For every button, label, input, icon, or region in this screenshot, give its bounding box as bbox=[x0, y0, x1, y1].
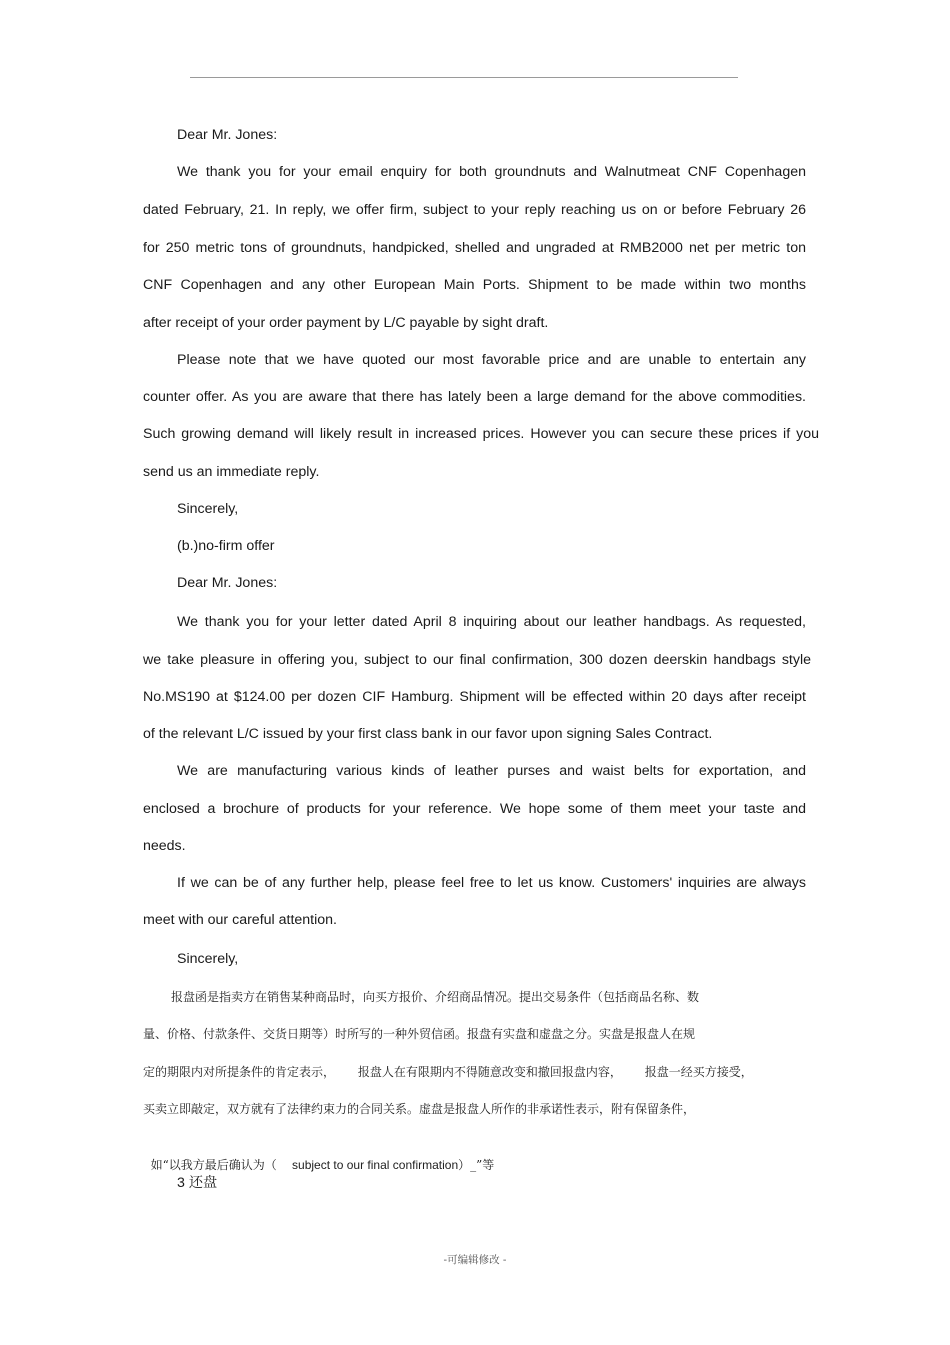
letter2-greeting: Dear Mr. Jones: bbox=[177, 575, 278, 591]
page-footer: -可编辑修改 - bbox=[443, 1254, 507, 1266]
letter1-p2-line: Please note that we have quoted our most favorable price and are unable to entertain any bbox=[177, 352, 806, 368]
letter2-p3-line: meet with our careful attention. bbox=[143, 912, 337, 928]
cn-note-line: 量、价格、付款条件、交货日期等）时所写的一种外贸信函。报盘有实盘和虚盘之分。实盘是报盘人在规 bbox=[143, 1027, 696, 1041]
header-rule bbox=[190, 77, 738, 78]
letter1-p2-line: Such growing demand will likely result in increased prices. However you can secure these prices if you bbox=[143, 426, 819, 442]
cn-note-last-suffix: ）_”等 bbox=[458, 1158, 495, 1172]
section-3-heading: 3 还盘 bbox=[177, 1175, 218, 1191]
letter2-p1-line: of the relevant L/C issued by your first class bank in our favor upon signing Sales Contract. bbox=[143, 726, 713, 742]
letter2-p1-line: We thank you for your letter dated April 8 inquiring about our leather handbags. As requested, bbox=[177, 614, 806, 630]
cn-note-last-line bbox=[143, 1138, 494, 1174]
letter2-p1-line: No.MS190 at $124.00 per dozen CIF Hamburg. Shipment will be effected within 20 days after receipt bbox=[143, 689, 806, 705]
letter1-p2-line: send us an immediate reply. bbox=[143, 464, 320, 480]
letter1-p2-line: counter offer. As you are aware that there has lately been a large demand for the above commodities. bbox=[143, 389, 806, 405]
letter2-p3-line: If we can be of any further help, please feel free to let us know. Customers' inquiries are always bbox=[177, 875, 806, 891]
letter1-p1-line: We thank you for your email enquiry for both groundnuts and Walnutmeat CNF Copenhagen bbox=[177, 164, 806, 180]
cn-note-line: 买卖立即敲定，双方就有了法律约束力的合同关系。虚盘是报盘人所作的非承诺性表示，附有保留条件， bbox=[143, 1102, 696, 1116]
letter1-p1-line: after receipt of your order payment by L/C payable by sight draft. bbox=[143, 315, 549, 331]
letter1-closing: Sincerely, bbox=[177, 501, 239, 517]
letter2-p2-line: We are manufacturing various kinds of leather purses and waist belts for exportation, and bbox=[177, 763, 806, 779]
letter1-p1-line: CNF Copenhagen and any other European Main Ports. Shipment to be made within two months bbox=[143, 277, 806, 293]
letter1-greeting: Dear Mr. Jones: bbox=[177, 127, 278, 143]
cn-note-line: 报盘函是指卖方在销售某种商品时，向买方报价、介绍商品情况。提出交易条件（包括商品名称、数 bbox=[171, 990, 700, 1004]
cn-note-last-prefix: 如“以我方最后确认为（ bbox=[150, 1158, 277, 1172]
letter1-p1-line: for 250 metric tons of groundnuts, handpicked, shelled and ungraded at RMB2000 net per metric ton bbox=[143, 240, 806, 256]
letter1-p1-line: dated February, 21. In reply, we offer firm, subject to your reply reaching us on or before February 26 bbox=[143, 202, 806, 218]
cn-note-line: 定的期限内对所提条件的肯定表示， 报盘人在有限期内不得随意改变和撤回报盘内容， 报盘一经买方接受， bbox=[143, 1065, 753, 1079]
cn-note-last-english: subject to our final confirmation bbox=[292, 1158, 459, 1172]
letter2-p1-line: we take pleasure in offering you, subject to our final confirmation, 300 dozen deerskin handbags style bbox=[143, 652, 811, 668]
letter2-closing: Sincerely, bbox=[177, 951, 239, 967]
section-b-heading: (b.)no-firm offer bbox=[177, 538, 275, 554]
letter2-p2-line: needs. bbox=[143, 838, 186, 854]
letter2-p2-line: enclosed a brochure of products for your reference. We hope some of them meet your taste and bbox=[143, 801, 806, 817]
